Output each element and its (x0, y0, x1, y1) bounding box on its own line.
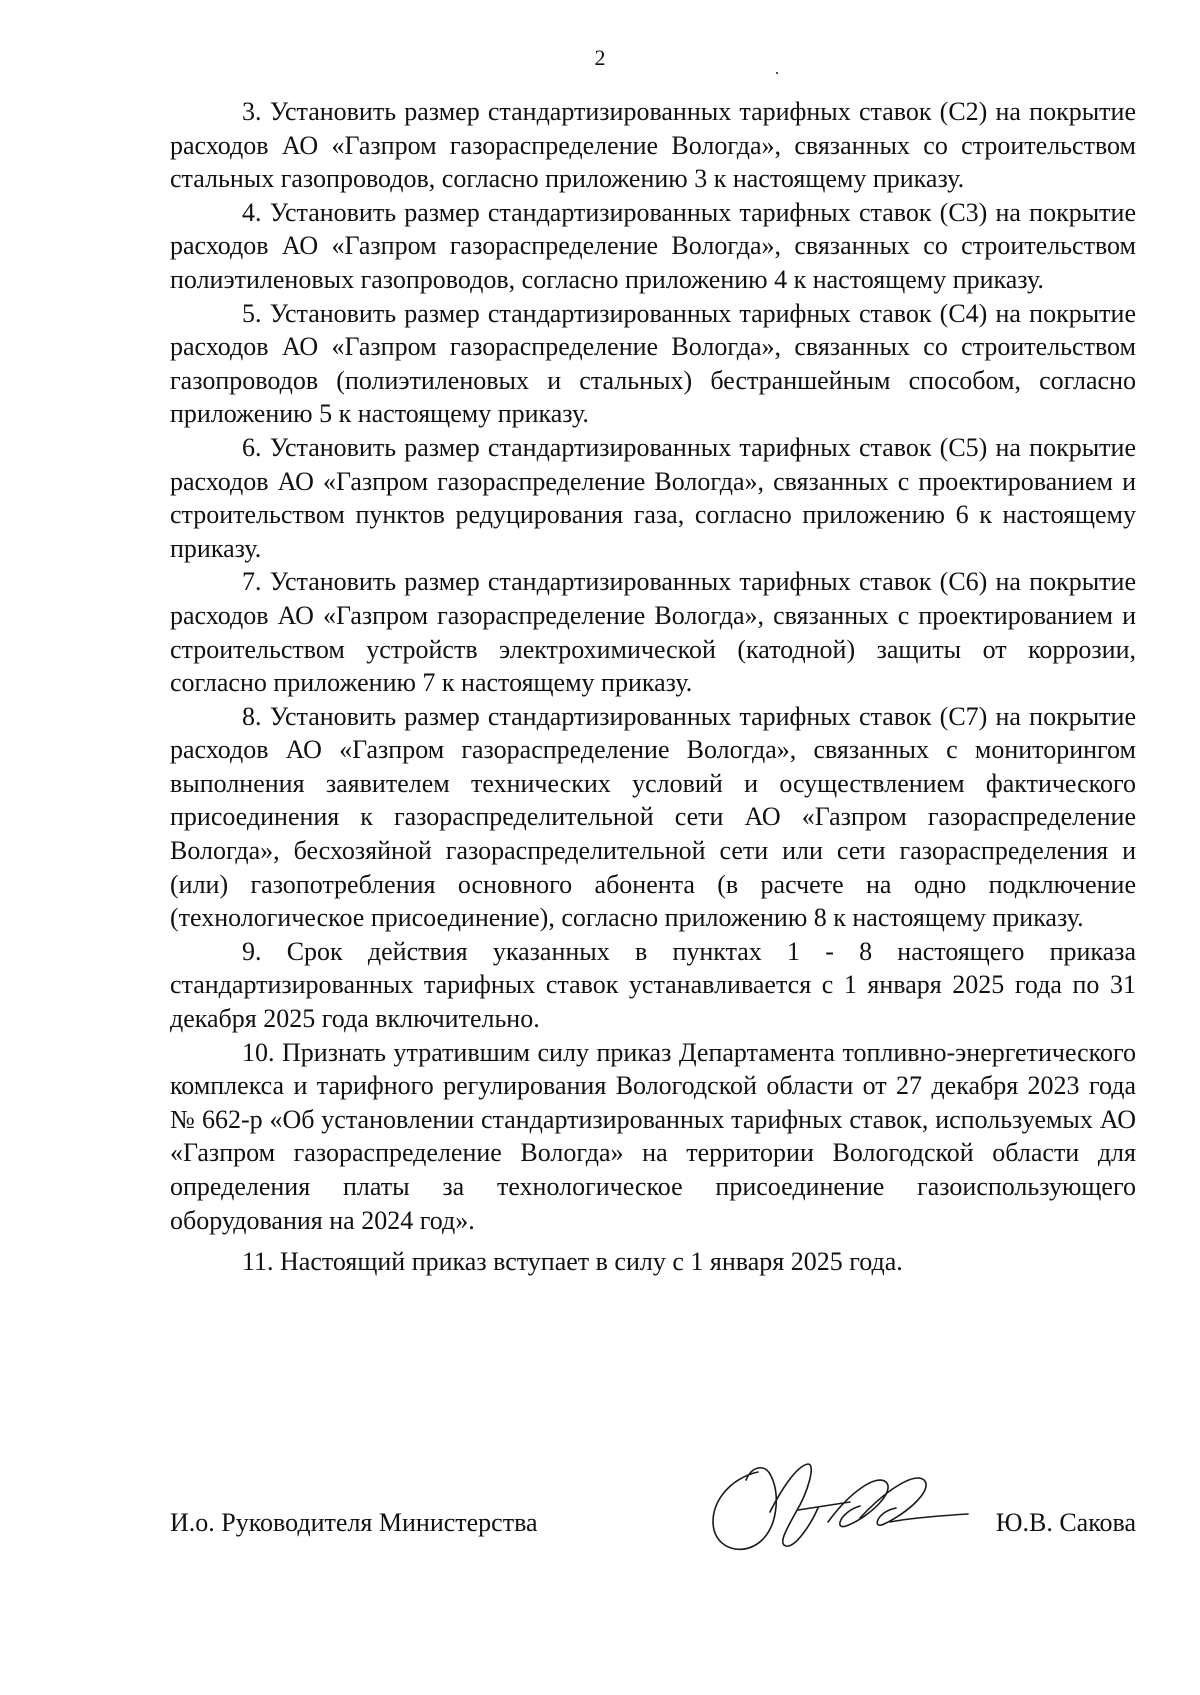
scan-speck (776, 72, 778, 74)
paragraph-6: 6. Установить размер стандартизированных тарифных ставок (С5) на покрытие расходов АО «Газпром газораспределение Вологда», связанных с проектированием и строительством пунктов редуцирования газа, согласно приложению 6 к настоящему приказу. (170, 432, 1136, 563)
page-number: 2 (594, 45, 606, 70)
paragraph-10: 10. Признать утратившим силу приказ Департамента топливно-энергетического комплекса и тарифного регулирования Вологодской области от 27 декабря 2023 года № 662-р «Об установлении стандартизированных тарифных ставок, используемых АО «Газпром газораспределение Вологда» на территории Вологодской области для определения платы за технологическое присоединение газоиспользующего оборудования на 2024 год». (170, 1037, 1136, 1235)
handwritten-signature (700, 1452, 970, 1562)
paragraph-8: 8. Установить размер стандартизированных тарифных ставок (С7) на покрытие расходов АО «Газпром газораспределение Вологда», связанных с мониторингом выполнения заявителем технических условий и осуществлением фактического присоединения к газораспределительной сети АО «Газпром газораспределение Вологда», бесхозяйной газораспределительной сети или сети газораспределения и (или) газопотребления основного абонента (в расчете на одно подключение (технологическое присоединение), согласно приложению 8 к настоящему приказу. (170, 701, 1136, 933)
signer-name: Ю.В. Сакова (995, 1508, 1136, 1537)
paragraph-3: 3. Установить размер стандартизированных тарифных ставок (С2) на покрытие расходов АО «Газпром газораспределение Вологда», связанных со строительством стальных газопроводов, согласно приложению 3 к настоящему приказу. (170, 97, 1136, 194)
paragraph-7: 7. Установить размер стандартизированных тарифных ставок (С6) на покрытие расходов АО «Газпром газораспределение Вологда», связанных с проектированием и строительством устройств электрохимической (катодной) защиты от коррозии, согласно приложению 7 к настоящему приказу. (170, 567, 1136, 698)
paragraph-5: 5. Установить размер стандартизированных тарифных ставок (С4) на покрытие расходов АО «Газпром газораспределение Вологда», связанных со строительством газопроводов (полиэтиленовых и стальных) бестраншейным способом, согласно приложению 5 к настоящему приказу. (170, 298, 1136, 429)
paragraph-4: 4. Установить размер стандартизированных тарифных ставок (С3) на покрытие расходов АО «Газпром газораспределение Вологда», связанных со строительством полиэтиленовых газопроводов, согласно приложению 4 к настоящему приказу. (170, 197, 1136, 294)
paragraph-9: 9. Срок действия указанных в пунктах 1 - 8 настоящего приказа стандартизированных тарифных ставок устанавливается с 1 января 2025 года по 31 декабря 2025 года включительно. (170, 936, 1136, 1034)
paragraph-11: 11. Настоящий приказ вступает в силу с 1 января 2025 года. (242, 1247, 903, 1277)
signature-block (170, 1486, 1136, 1566)
signer-title: И.о. Руководителя Министерства (170, 1508, 538, 1537)
order-body (170, 95, 1136, 1279)
